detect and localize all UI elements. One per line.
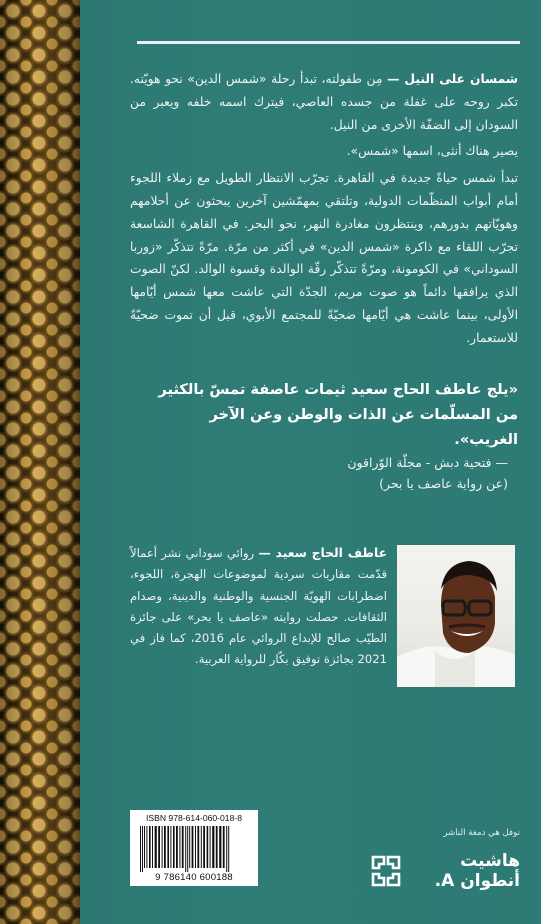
barcode-bar	[149, 826, 151, 868]
barcode-bar	[223, 826, 225, 868]
review-book-reference: (عن رواية عاصف يا بحر)	[379, 475, 508, 491]
review-citation	[150, 453, 508, 494]
barcode-bar	[192, 826, 194, 868]
barcode-bar	[170, 826, 171, 868]
publisher-name-word: أنطوان	[460, 871, 520, 891]
barcode-bar	[167, 826, 169, 868]
barcode-bar	[146, 826, 147, 868]
barcode-bar	[185, 826, 186, 872]
barcode-bar	[152, 826, 153, 868]
barcode-bar	[155, 826, 157, 868]
publisher-mark-letter: A.	[434, 871, 455, 891]
author-portrait-illustration	[397, 545, 515, 687]
barcode-bar	[182, 826, 184, 868]
author-name: عاطف الحاج سعيد —	[258, 546, 387, 560]
barcode-bar	[142, 826, 143, 872]
barcode-bar	[195, 826, 196, 868]
barcode-bar	[140, 826, 141, 872]
barcode-bar	[187, 826, 188, 872]
barcode-bar	[201, 826, 202, 868]
publisher-name-line-2	[410, 872, 520, 890]
barcode-bar	[144, 826, 145, 868]
synopsis-paragraph-1	[130, 68, 518, 136]
barcode-bar	[203, 826, 205, 868]
barcode-bar	[158, 826, 160, 868]
synopsis-p1-text: مِن طفولته، تبدأ رحلة «شمس الدين» نحو هويّته. تكبر روحه على غفلة من جسده العاصي، فيترك اسمه خلفه ويعبر من السودان إلى الضفّة الأخرى من النيل.	[130, 72, 518, 132]
barcode-bar	[212, 826, 214, 868]
barcode-bar	[176, 826, 178, 868]
barcode-bar	[216, 826, 218, 868]
barcode-bar	[189, 826, 190, 868]
publisher-mark-icon	[370, 854, 402, 888]
barcode-number: 9 786140 600188	[155, 872, 233, 883]
barcode-bar	[197, 826, 199, 868]
barcode-bar	[210, 826, 211, 868]
barcode-bar	[226, 826, 227, 872]
review-source: — فتحية دبش - مجلّة الوّراقون	[347, 455, 508, 470]
spine-shadow	[0, 0, 80, 924]
barcode-bar	[173, 826, 175, 868]
synopsis-paragraph-2: يصير هناك أنثى، اسمها «شمس».	[346, 144, 518, 159]
top-divider	[137, 41, 520, 44]
barcode-bar	[164, 826, 166, 868]
barcode-bar	[219, 826, 221, 868]
barcode-bar	[162, 826, 163, 868]
barcode-bar	[179, 826, 180, 868]
author-photo	[397, 545, 515, 687]
isbn-label: ISBN 978-614-060-018-8	[145, 813, 243, 823]
author-bio-text: روائي سوداني نشر أعمالاً قدّمت مقاربات سردية لموضوعات الهجرة، اللجوء، اضطرابات الهويّة الجنسية والوطنية والدينية، وصدام الثقافات. حصلت روايته «عاصف يا بحر» على جائزة الطيّب صالح للإبداع الروائي عام 2016، كما فاز في 2021 بجائزة توفيق بكّار للرواية العربية.	[130, 546, 388, 667]
barcode-bar	[228, 826, 229, 872]
publisher-imprint-note: نوفل هي دمغة الناشر	[443, 828, 520, 838]
publisher-logo	[370, 852, 520, 892]
barcode-bar	[207, 826, 209, 868]
barcode-bars	[138, 826, 250, 872]
review-quote: «يلج عاطف الحاج سعيد ثيمات عاصفة تمسّ بالكثير من المسلّمات عن الذات والوطن وعن الآخر الغريب».	[158, 381, 518, 448]
author-bio	[130, 543, 387, 671]
synopsis	[130, 68, 518, 354]
barcode	[130, 810, 258, 886]
publisher-name-line-1: هاشيت	[460, 851, 520, 871]
synopsis-paragraph-3: تبدأ شمس حياةً جديدة في القاهرة. تجرّب الانتظار الطويل مع زملاء اللجوء أمام أبواب المنظّمات الدولية، وتلتقي بمهمّشين آخرين يبحثون عن أحلامهم وهويّاتهم بدورهم، وينتظرون مغادرة النهر، نحو البحر. في القاهرة الشاسعة تجرّب اللقاء مع ذاكرة «شمس الدين» في أكثر من مرّة. مرّةً تتذكّر «زوربا السوداني» في الكومونة، ومرّةً تتذكّر رقّة الوالدة وقسوة الوالد. لكنّ الصوت الذي يرافقها دائماً هو صوت مريم، الجدّة التي عاشت معها شمس أيّامها الأولى، بينما عاشت هي أيّامها ضحيّةً للمجتمع الأبوي، قبل أن تموت ضحيّةً للاستعمار.	[130, 171, 518, 345]
synopsis-title: شمسان على النيل —	[387, 72, 519, 86]
